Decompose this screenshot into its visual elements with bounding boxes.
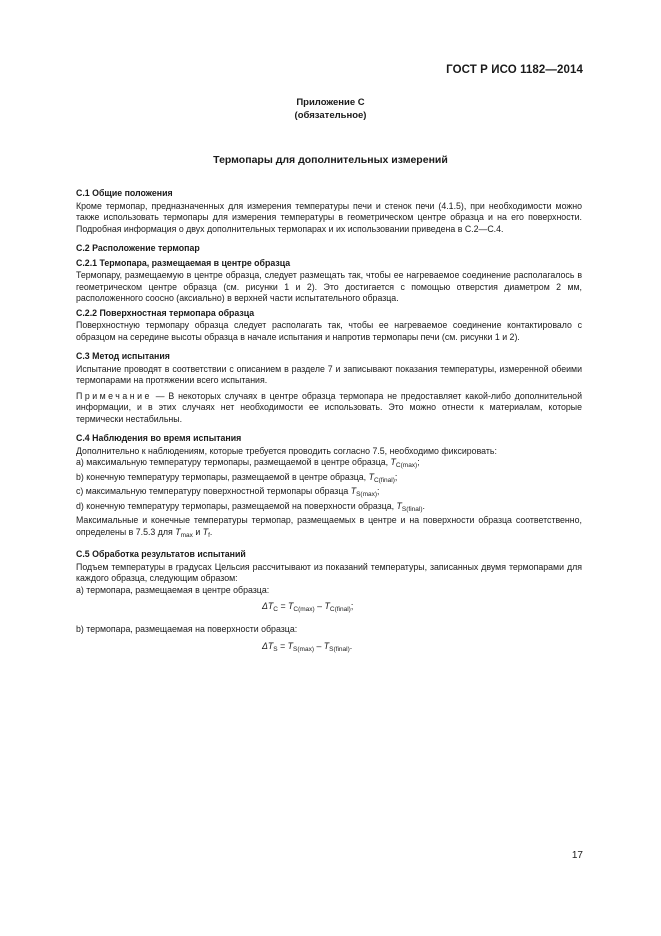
- section-c21-text: Термопару, размещаемую в центре образца, следует размещать так, чтобы ее нагреваемое соединение располагалось в геометрическом центре образца (см. рисунки 1 и 2). Это достигается с помощью отверстия диаметром 2 мм, расположенного соосно (аксиально) в верхней части испытательного образца.: [76, 270, 582, 303]
- standard-code: ГОСТ Р ИСО 1182—2014: [446, 64, 583, 76]
- section-c4-conclusion: Максимальные и конечные температуры термопар, размещаемых в центре и на поверхности образца соответственно, определены в 7.5.3 для $T_{max}$ и $T_f$.: [76, 515, 582, 539]
- section-c1-text: Кроме термопар, предназначенных для измерения температуры печи и стенок печи (4.1.5), при необходимости можно также использовать термопары для измерения температуры в геометрическом центре образца и на его поверхности. Подробная информация о двух дополнительных термопарах и их использовании приведена в С.2—С.4.: [76, 200, 582, 234]
- section-c5-text: Подъем температуры в градусах Цельсия рассчитывают из показаний температуры, записанных двумя термопарами для каждого образца, следующим образом:: [76, 561, 582, 583]
- section-c5-heading: С.5 Обработка результатов испытаний: [76, 549, 246, 559]
- list-item-c5a: a) термопара, размещаемая в центре образца:: [76, 584, 270, 595]
- section-c22-text: Поверхностную термопару образца следует располагать так, чтобы ее нагреваемое соединение контактировало с образцом на середине высоты образца в начале испытания и напротив термопары печи (см. рисунки 1 и 2).: [76, 320, 582, 342]
- section-c21-heading: С.2.1 Термопара, размещаемая в центре образца: [76, 257, 291, 268]
- annex-label: Приложение С: [296, 97, 365, 108]
- section-c22-heading: С.2.2 Поверхностная термопара образца: [76, 307, 255, 318]
- list-item-d: d) конечную температуру термопары, размещаемой на поверхности образца, $T_{S(final)}$.: [76, 500, 425, 513]
- list-item-a: a) максимальную температуру термопары, размещаемой в центре образца, $T_{C(max)}$;: [76, 457, 420, 469]
- section-c3-text: Испытание проводят в соответствии с описанием в разделе 7 и записывают показания температуры, измеренной обеими термопарами на протяжении всего испытания.: [76, 363, 582, 385]
- list-item-c5b: b) термопара, размещаемая на поверхности образца:: [76, 624, 298, 634]
- page-number: 17: [571, 850, 583, 861]
- section-c2-heading: С.2 Расположение термопар: [76, 243, 200, 253]
- list-item-b: b) конечную температуру термопары, размещаемой в центре образца, $T_{C(final)}$;: [76, 471, 398, 484]
- formula-center: $\Delta T_C = T_{C(max)} - T_{C(final)}$;: [262, 601, 354, 613]
- section-c3-note: [76, 391, 582, 426]
- section-c4-intro: Дополнительно к наблюдениям, которые требуется проводить согласно 7.5, необходимо фиксировать:: [76, 445, 497, 456]
- annex-title: Термопары для дополнительных измерений: [213, 154, 448, 166]
- section-c4-heading: С.4 Наблюдения во время испытания: [76, 433, 242, 443]
- note-text: — В некоторых случаях в центре образца термопара не предоставляет какой-либо дополнительной информации, и в этих случаях нет необходимости ее использовать. Это можно отнести к материалам, которые термически нестабильны.: [76, 390, 582, 424]
- annex-heading: [0, 96, 661, 122]
- note-label: Примечание: [76, 390, 152, 401]
- formula-surface: $\Delta T_S = T_{S(max)} - T_{S(final)}$.: [262, 640, 353, 653]
- annex-body: [76, 185, 582, 664]
- annex-status: (обязательное): [294, 110, 367, 121]
- section-c1-heading: С.1 Общие положения: [76, 188, 173, 198]
- section-c3-heading: С.3 Метод испытания: [76, 351, 170, 361]
- list-item-c: c) максимальную температуру поверхностной термопары образца $T_{S(max)}$;: [76, 486, 380, 498]
